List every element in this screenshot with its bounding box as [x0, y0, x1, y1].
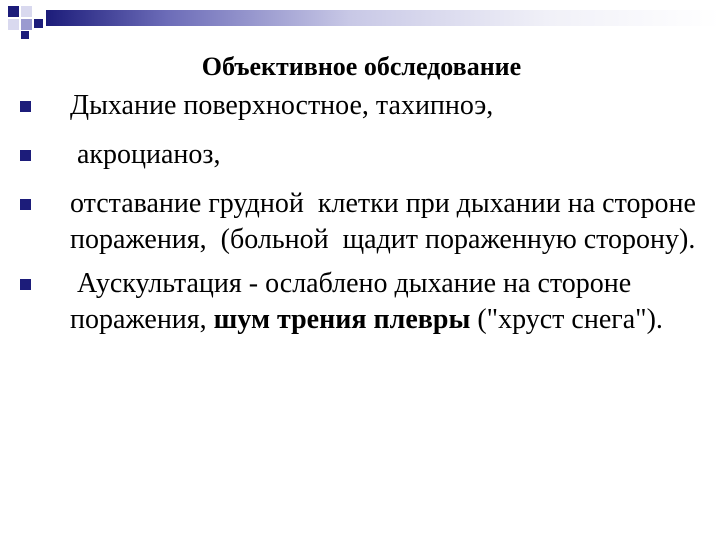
list-item-text: акроцианоз, — [70, 139, 221, 170]
decorative-square — [21, 19, 32, 30]
list-item-text: Дыхание поверхностное, тахипноэ, — [70, 90, 494, 121]
square-bullet-icon — [20, 101, 31, 112]
list-item-text: ("хруст снега"). — [470, 304, 663, 335]
list-item — [20, 186, 703, 258]
list-item — [20, 88, 700, 124]
decorative-square — [8, 6, 19, 17]
slide-title-text: Объективное обследование — [201, 52, 522, 81]
decorative-square — [8, 19, 19, 30]
square-bullet-icon — [20, 150, 31, 161]
header-gradient-bar — [46, 10, 720, 26]
decorative-square — [21, 6, 32, 17]
list-item — [20, 137, 700, 173]
decorative-square — [34, 19, 43, 28]
bullet-list — [20, 88, 703, 338]
list-item-text: отставание грудной клетки при дыхании на стороне поражения, (больной щадит пораженную сторону). — [70, 188, 703, 255]
list-item-bold-text: шум трения плевры — [213, 304, 471, 335]
slide-title — [0, 52, 720, 82]
square-bullet-icon — [20, 279, 31, 290]
decorative-square — [21, 31, 29, 39]
square-bullet-icon — [20, 199, 31, 210]
header-decoration — [0, 0, 720, 40]
list-item — [20, 266, 700, 338]
list-item-text: Аускультация - ослаблено дыхание на стороне поражения, — [70, 268, 639, 335]
